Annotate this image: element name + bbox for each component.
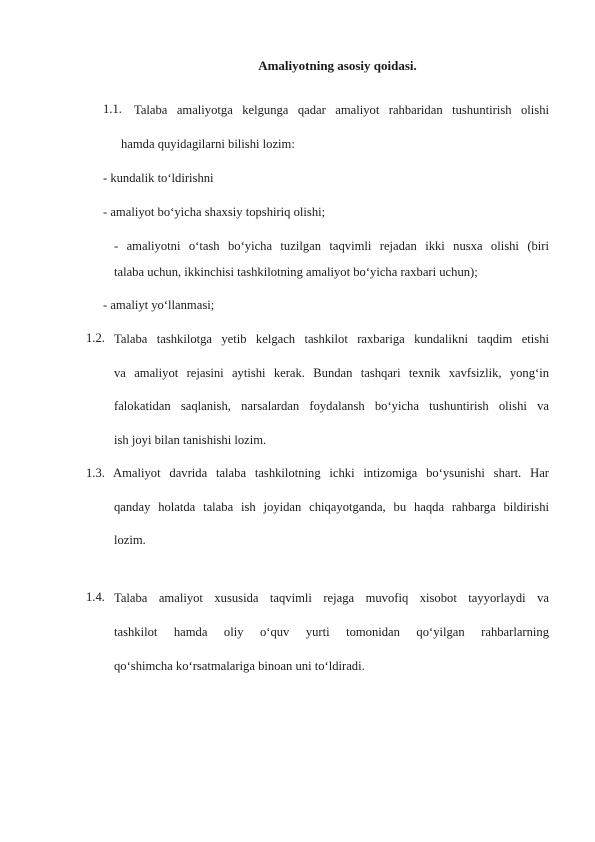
list-item-yollanma: - amaliyt yo‘llanmasi; xyxy=(103,298,215,312)
section-1-2-line-4: ish joyi bilan tanishishi lozim. xyxy=(114,433,267,447)
section-1-3-number: 1.3. xyxy=(86,466,105,480)
list-item-taqvim-line-1: - amaliyotni o‘tash bo‘yicha tuzilgan taqvimli rejadan ikki nusxa olishi (biri xyxy=(114,239,549,253)
section-1-3-line-1-text: Amaliyot davrida talaba tashkilotning ichki intizomiga bo‘ysunishi shart. Har xyxy=(113,466,549,480)
section-1-1-number: 1.1. xyxy=(103,102,122,116)
section-1-4-line-1: Talaba amaliyot xususida taqvimli rejaga muvofiq xisobot tayyorlaydi va xyxy=(114,591,549,605)
section-1-3-line-2: qanday holatda talaba ish joyidan chiqayotganda, bu haqda rahbarga bildirishi xyxy=(114,500,549,514)
section-1-1-line-1: Talaba amaliyotga kelgunga qadar amaliyot rahbaridan tushuntirish olishi xyxy=(134,103,549,117)
section-1-3-line-1 xyxy=(86,465,549,481)
document-title: Amaliyotning asosiy qoidasi. xyxy=(258,58,417,73)
section-1-2-line-2: va amaliyot rejasini aytishi kerak. Bundan tashqari texnik xavfsizlik, yong‘in xyxy=(114,366,549,380)
section-1-4-line-2: tashkilot hamda oliy o‘quv yurti tomonidan qo‘yilgan rahbarlarning xyxy=(114,625,549,639)
section-1-2-number: 1.2. xyxy=(86,331,105,345)
list-item-topshiriq: - amaliyot bo‘yicha shaxsiy topshiriq olishi; xyxy=(103,205,326,219)
section-1-3-line-3: lozim. xyxy=(114,533,146,547)
section-1-2-line-1: Talaba tashkilotga yetib kelgach tashkilot raxbariga kundalikni taqdim etishi xyxy=(114,332,549,346)
section-1-1-line-2: hamda quyidagilarni bilishi lozim: xyxy=(121,137,295,151)
section-1-2-line-3: falokatidan saqlanish, narsalardan foydalansh bo‘yicha tushuntirish olishi va xyxy=(114,399,549,413)
list-item-kundalik: - kundalik to‘ldirishni xyxy=(103,171,214,185)
section-1-4-number: 1.4. xyxy=(86,590,105,604)
list-item-taqvim-line-2: talaba uchun, ikkinchisi tashkilotning amaliyot bo‘yicha raxbari uchun); xyxy=(114,265,478,279)
section-1-4-line-3: qo‘shimcha ko‘rsatmalariga binoan uni to‘ldiradi. xyxy=(114,659,365,673)
